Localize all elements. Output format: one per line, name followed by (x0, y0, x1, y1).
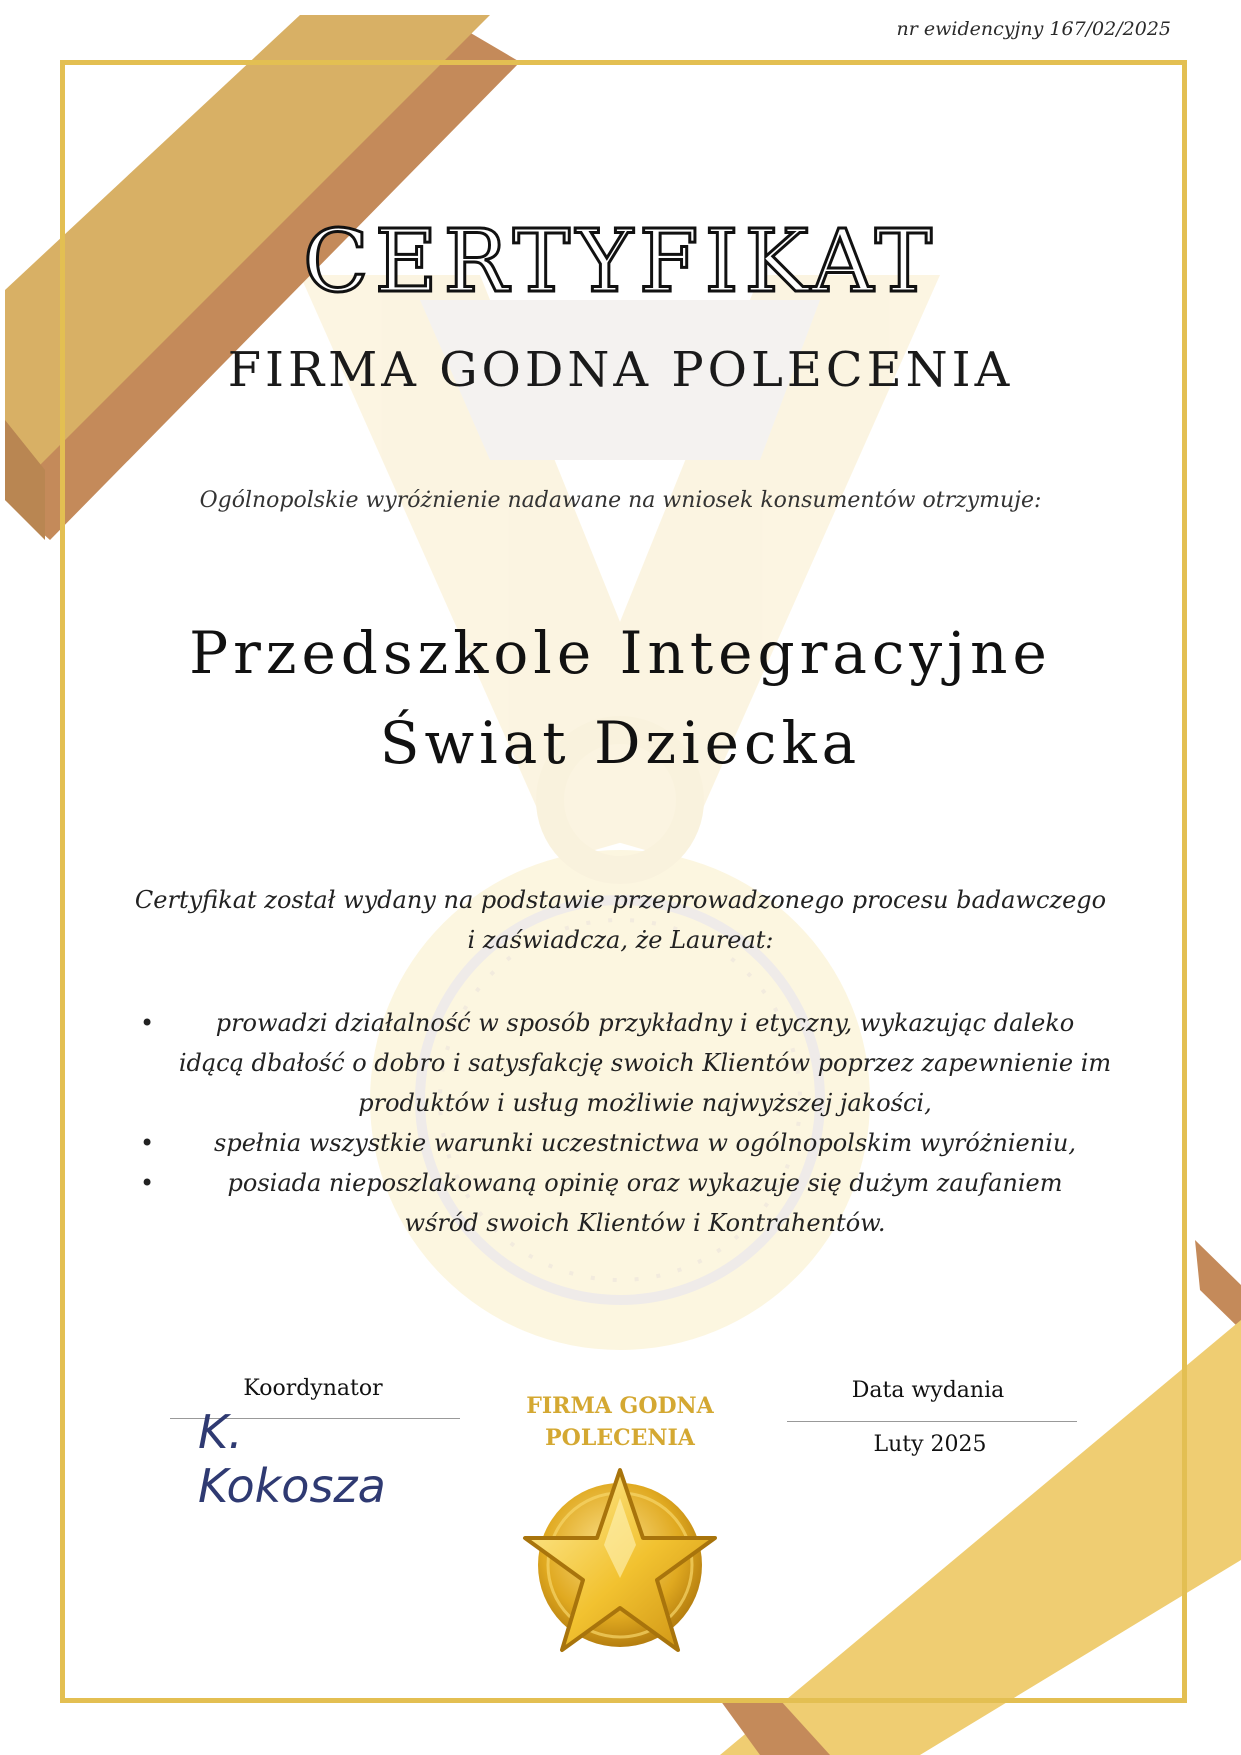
condition-item (140, 1123, 1120, 1163)
condition-line: idącą dbałość o dobro i satysfakcję swoich Klientów poprzez zapewnienie im (178, 1049, 1112, 1077)
laureate-name (0, 608, 1241, 788)
issue-date-value: Luty 2025 (873, 1432, 987, 1457)
badge-label-line-2: POLECENIA (545, 1425, 695, 1451)
issue-date-label: Data wydania (851, 1378, 1005, 1403)
coordinator-label: Koordynator (243, 1376, 383, 1401)
condition-line: posiada nieposzlakowaną opinię oraz wykazuje się dużym zaufaniem (227, 1169, 1063, 1197)
badge-label (490, 1390, 750, 1454)
certificate-title: CERTYFIKAT (302, 212, 939, 312)
bullet-icon: • (140, 1129, 155, 1157)
coordinator-signature: K. Kokosza (198, 1405, 386, 1513)
basis-line-2: i zaświadcza, że Laureat: (467, 926, 774, 954)
condition-line: wśród swoich Klientów i Kontrahentów. (404, 1209, 886, 1237)
award-intro: Ogólnopolskie wyróżnienie nadawane na wniosek konsumentów otrzymuje: (199, 488, 1042, 513)
laureate-name-line-1: Przedszkole Integracyjne (189, 619, 1052, 687)
gold-star-medal-icon (510, 1460, 730, 1660)
bullet-icon: • (140, 1169, 155, 1197)
condition-line: prowadzi działalność w sposób przykładny i etyczny, wykazując daleko (215, 1009, 1075, 1037)
laureate-conditions-list (140, 1003, 1120, 1243)
badge-label-line-1: FIRMA GODNA (526, 1393, 714, 1419)
basis-line-1: Certyfikat został wydany na podstawie przeprowadzonego procesu badawczego (134, 886, 1107, 914)
condition-line: spełnia wszystkie warunki uczestnictwa w ogólnopolskim wyróżnieniu, (214, 1129, 1076, 1157)
certificate-basis (100, 880, 1141, 960)
registration-number: nr ewidencyjny 167/02/2025 (896, 18, 1171, 40)
laureate-name-line-2: Świat Dziecka (379, 709, 862, 777)
condition-line: produktów i usług możliwie najwyższej jakości, (358, 1089, 932, 1117)
certificate-subtitle: FIRMA GODNA POLECENIA (227, 342, 1014, 398)
condition-item (140, 1003, 1120, 1123)
issue-date-line (787, 1421, 1077, 1422)
condition-item (140, 1163, 1120, 1243)
bullet-icon: • (140, 1009, 155, 1037)
